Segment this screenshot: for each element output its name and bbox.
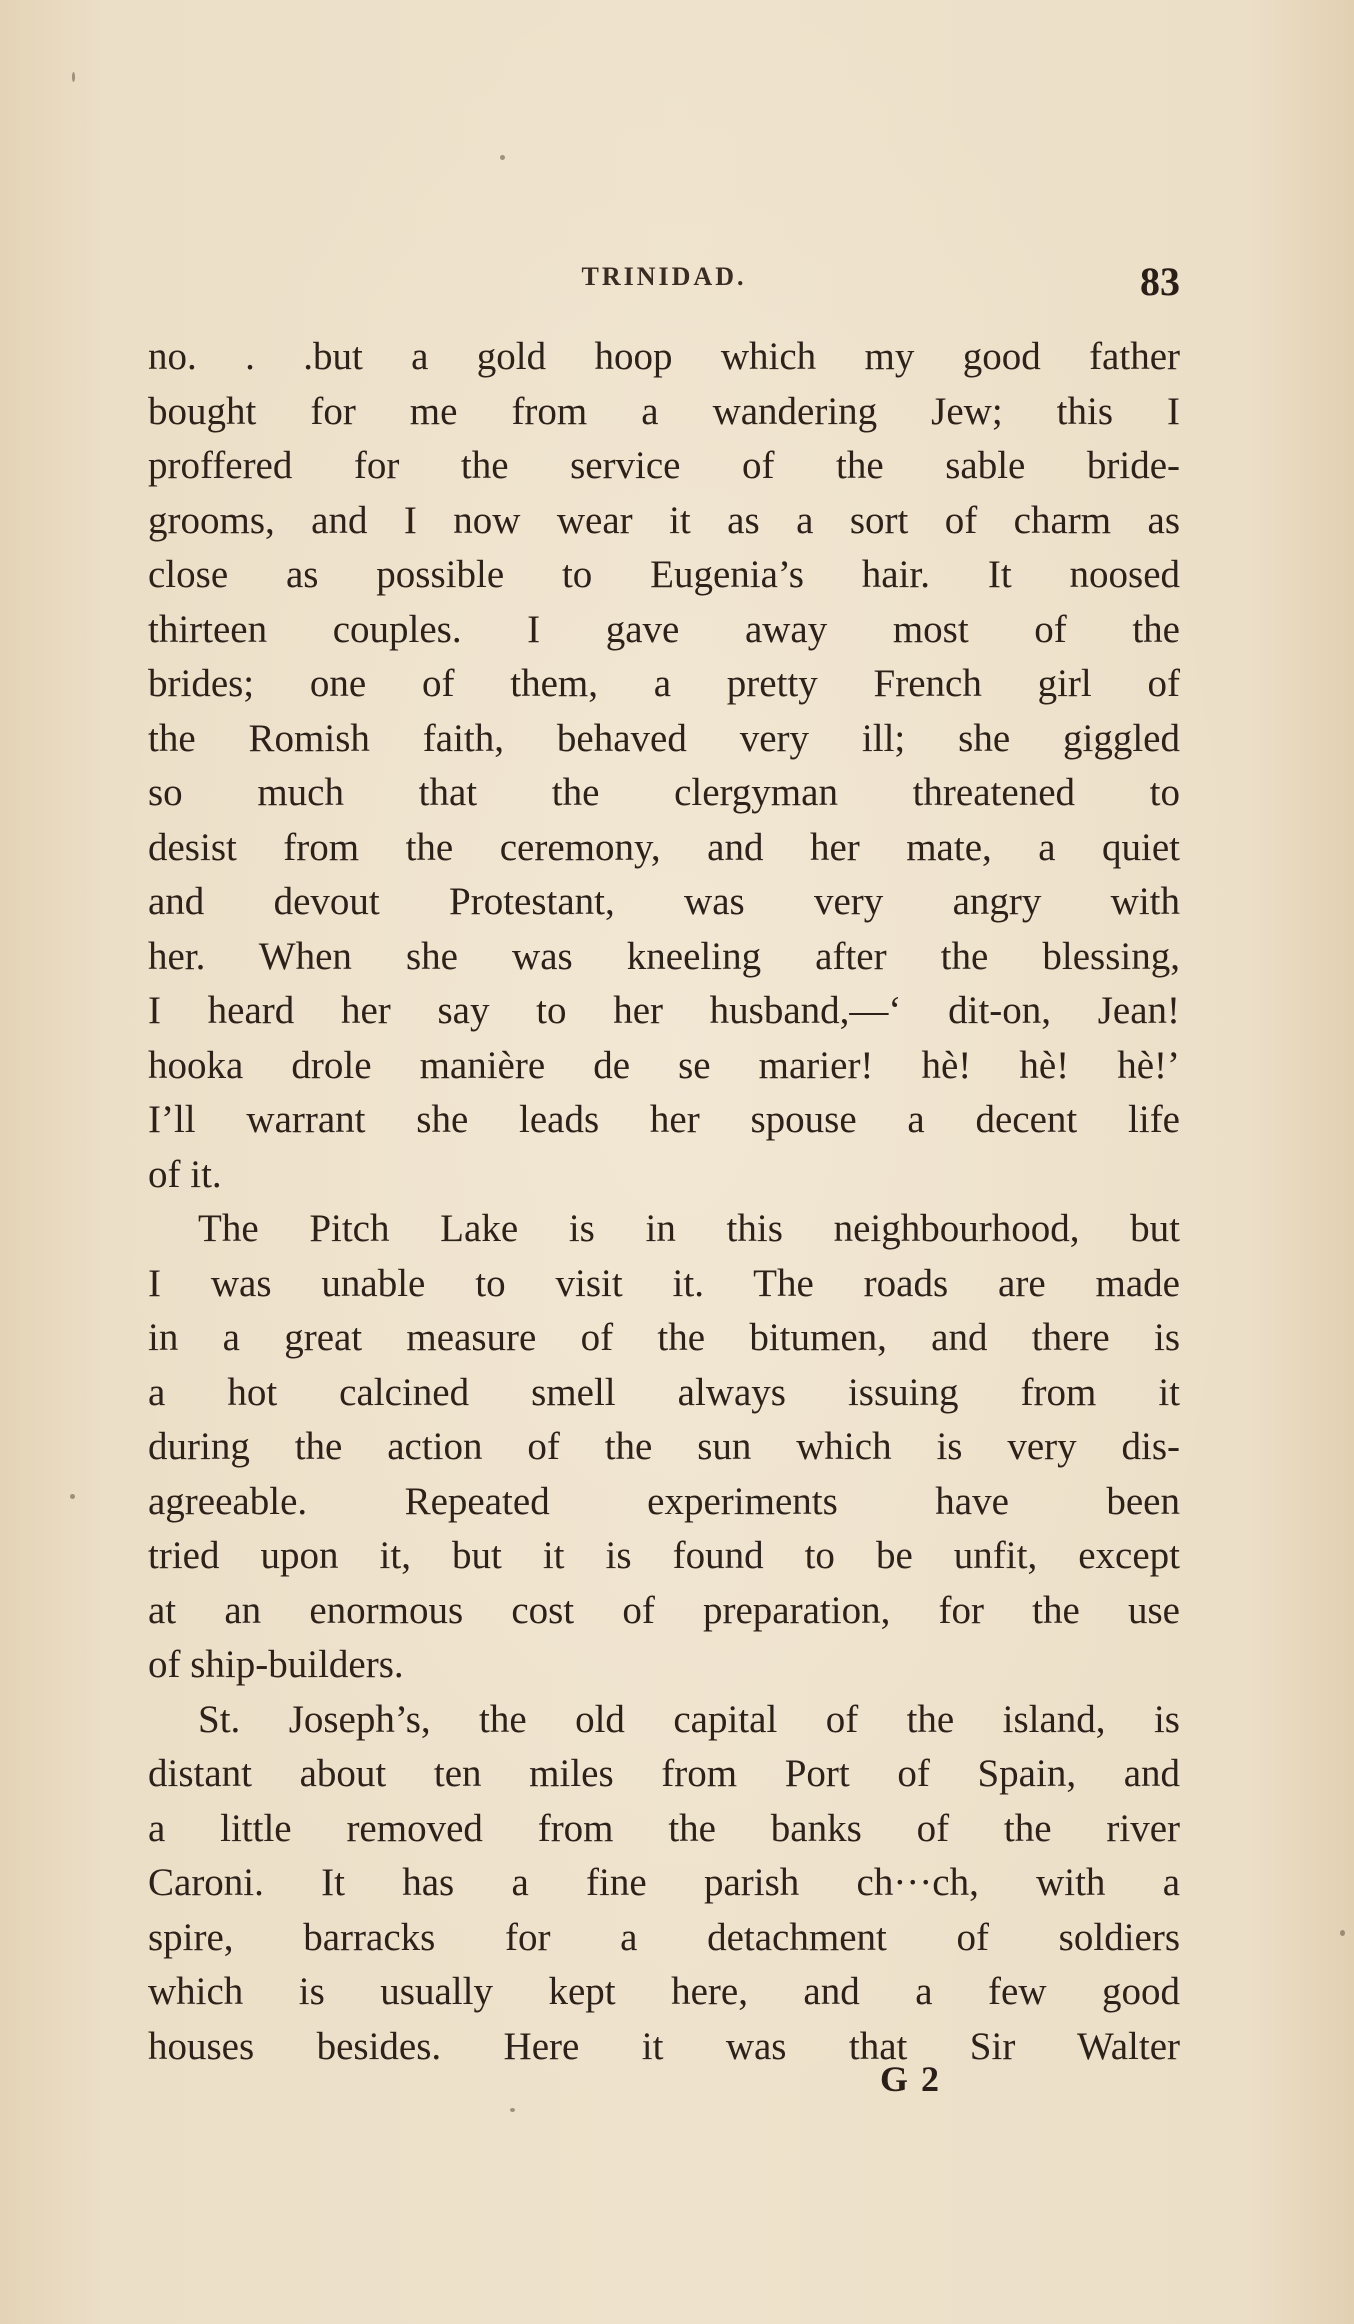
running-title: TRINIDAD. — [581, 262, 747, 291]
text-line: houses besides. Here it was that Sir Walter — [148, 2024, 1180, 2068]
text-line: which is usually kept here, and a few good — [148, 1970, 1180, 2013]
text-line: of ship-builders. — [148, 1643, 404, 1686]
text-line: of it. — [148, 1152, 222, 1196]
text-line: thirteen couples. I gave away most of the — [148, 607, 1180, 651]
text-line: bought for me from a wandering Jew; this I — [148, 389, 1180, 433]
text-line: so much that the clergyman threatened to — [148, 771, 1180, 814]
running-head — [148, 258, 1180, 308]
paper-speck — [70, 1494, 75, 1499]
signature-mark: G 2 — [880, 2059, 942, 2099]
text-line: proffered for the service of the sable bride- — [148, 444, 1180, 487]
text-line: a little removed from the banks of the river — [148, 1806, 1180, 1850]
text-line: the Romish faith, behaved very ill; she giggled — [148, 716, 1180, 760]
text-line: close as possible to Eugenia’s hair. It noosed — [148, 553, 1180, 596]
text-line: her. When she was kneeling after the blessing, — [148, 934, 1180, 978]
text-line: desist from the ceremony, and her mate, a quiet — [148, 825, 1180, 869]
text-line: The Pitch Lake is in this neighbourhood, but — [198, 1207, 1180, 1250]
text-line: brides; one of them, a pretty French girl of — [148, 662, 1180, 705]
text-line: hooka drole manière de se marier! hè! hè! hè!’ — [148, 1043, 1180, 1087]
text-line: distant about ten miles from Port of Spain, and — [148, 1752, 1180, 1795]
text-line: I was unable to visit it. The roads are made — [148, 1261, 1180, 1305]
text-line: at an enormous cost of preparation, for the use — [148, 1588, 1180, 1632]
paper-speck — [1340, 1930, 1345, 1936]
text-line: tried upon it, but it is found to be unfit, except — [148, 1534, 1180, 1577]
paper-speck — [510, 2108, 515, 2112]
text-line: during the action of the sun which is very dis- — [148, 1425, 1180, 1468]
text-line: agreeable. Repeated experiments have been — [148, 1479, 1180, 1523]
text-line: no. . .but a gold hoop which my good father — [148, 335, 1180, 378]
text-line: a hot calcined smell always issuing from it — [148, 1370, 1180, 1414]
text-line: Caroni. It has a fine parish ch···ch, with a — [148, 1861, 1180, 1904]
body-text — [148, 330, 1180, 2074]
text-line: and devout Protestant, was very angry with — [148, 880, 1180, 923]
text-line: spire, barracks for a detachment of soldiers — [148, 1915, 1180, 1959]
paper-speck — [72, 72, 75, 82]
text-line: grooms, and I now wear it as a sort of charm as — [148, 498, 1180, 542]
text-line: St. Joseph’s, the old capital of the island, is — [198, 1697, 1180, 1741]
text-line: I heard her say to her husband,—‘ dit-on, Jean! — [148, 989, 1180, 1032]
paper-speck — [500, 155, 505, 160]
text-line: in a great measure of the bitumen, and there is — [148, 1316, 1180, 1359]
page-number: 83 — [1140, 259, 1180, 304]
text-line: I’ll warrant she leads her spouse a decent life — [148, 1098, 1180, 1141]
